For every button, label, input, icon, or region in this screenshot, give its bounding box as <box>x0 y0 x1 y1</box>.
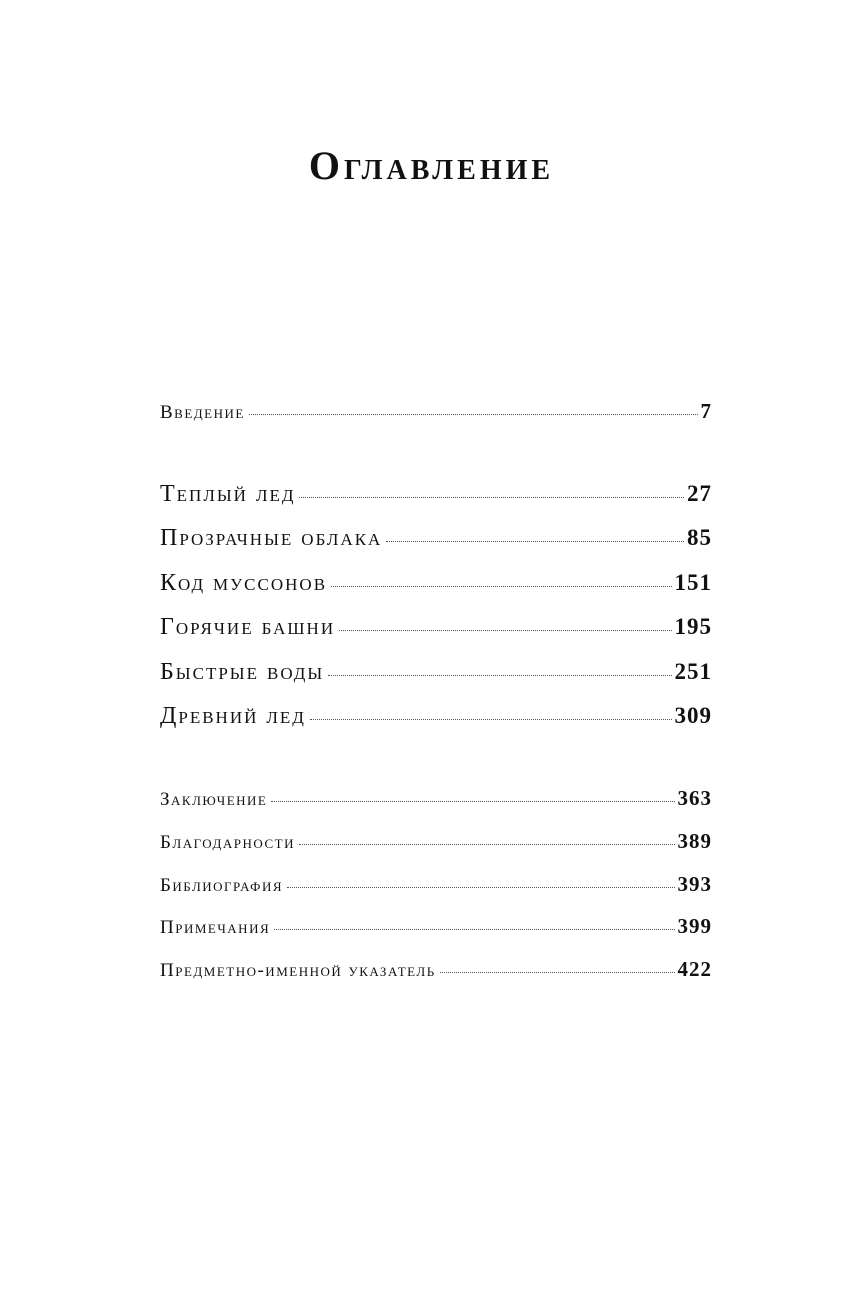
toc-entry-title: Код муссонов <box>160 569 328 596</box>
toc-entry-title: Библиография <box>160 874 284 896</box>
toc-entry <box>160 472 712 516</box>
toc-entry <box>160 650 712 694</box>
dot-leader <box>331 586 671 587</box>
dot-leader <box>328 675 671 676</box>
table-of-contents <box>160 392 712 991</box>
toc-entry <box>160 392 712 432</box>
toc-entry-title: Теплый лед <box>160 481 296 507</box>
toc-entry-page-number: 393 <box>677 871 712 896</box>
dot-leader <box>440 972 675 973</box>
toc-entry-page-number: 251 <box>674 658 712 684</box>
toc-entry-title: Благодарности <box>160 832 295 854</box>
dot-leader <box>339 630 671 631</box>
toc-entry-title: Быстрые воды <box>160 658 325 685</box>
toc-entry-title: Заключение <box>160 789 268 811</box>
dot-leader <box>271 801 674 802</box>
toc-entry <box>160 864 712 907</box>
toc-entry <box>160 516 712 560</box>
dot-leader <box>299 497 684 498</box>
dot-leader <box>287 887 674 888</box>
toc-chapters-group <box>160 472 712 738</box>
toc-intro-group <box>160 392 712 432</box>
toc-entry <box>160 605 712 649</box>
toc-entry-page-number: 7 <box>700 399 712 423</box>
toc-entry <box>160 821 712 864</box>
toc-entry-title: Прозрачные облака <box>160 525 383 552</box>
toc-entry-page-number: 85 <box>687 525 712 551</box>
toc-entry-page-number: 195 <box>674 614 712 640</box>
toc-entry-title: Предметно-именной указатель <box>160 959 436 981</box>
toc-back-matter-group <box>160 778 712 991</box>
toc-entry-page-number: 389 <box>677 829 712 854</box>
toc-entry <box>160 906 712 949</box>
toc-entry <box>160 694 712 738</box>
toc-entry-title: Горячие башни <box>160 614 336 641</box>
toc-entry <box>160 778 712 821</box>
toc-entry-title: Примечания <box>160 917 271 939</box>
toc-entry <box>160 561 712 605</box>
toc-entry-title: Введение <box>160 402 245 423</box>
dot-leader <box>249 414 698 415</box>
dot-leader <box>299 844 675 845</box>
dot-leader <box>310 719 672 720</box>
dot-leader <box>386 541 684 542</box>
toc-entry-page-number: 363 <box>677 786 712 811</box>
dot-leader <box>274 929 674 930</box>
toc-entry-title: Древний лед <box>160 703 306 730</box>
toc-entry-page-number: 151 <box>674 569 712 595</box>
toc-entry-page-number: 309 <box>674 703 712 729</box>
toc-entry-page-number: 27 <box>687 481 712 506</box>
page-title: Оглавление <box>308 143 555 188</box>
toc-entry <box>160 949 712 992</box>
toc-entry-page-number: 422 <box>677 956 712 981</box>
toc-entry-page-number: 399 <box>677 914 712 939</box>
